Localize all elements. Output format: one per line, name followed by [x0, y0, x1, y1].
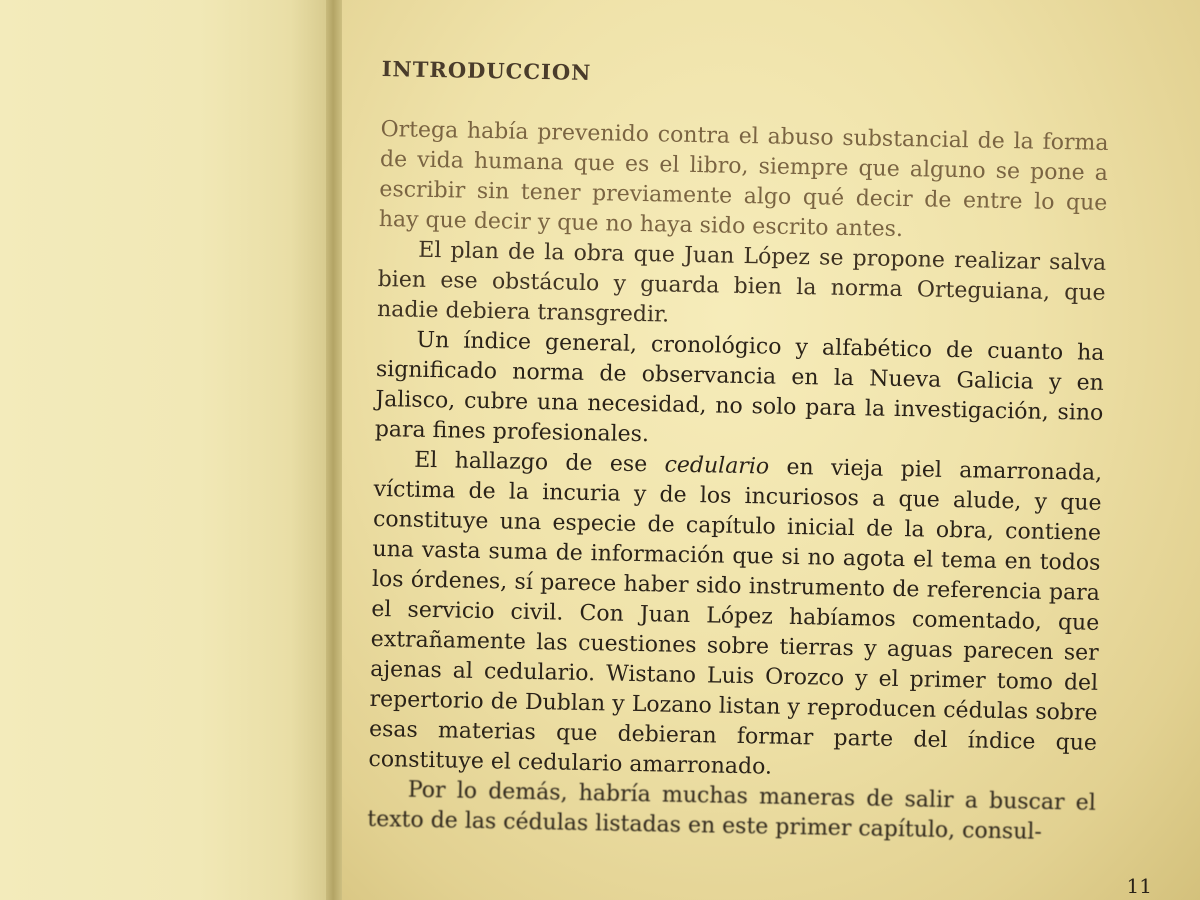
paragraph-4: [368, 445, 1102, 789]
paragraph-3: Un índice general, cronológico y alfabético de cuanto ha significado norma de observancia en la Nueva Galicia y en Jalisco, cubre una necesidad, no solo para la investigación, sino para fines profesionales.: [374, 327, 1105, 448]
paragraph-4-rest: en vieja piel amarronada, víctima de la incuria y de los incuriosos a que alude, y que constituye una especie de capítulo inicial de la obra, contiene una vasta suma de información que si no agota el tema en todos los órdenes, sí parece haber sido instrumento de referencia para el servicio civil. Con Juan López habíamos comentado, que extrañamente las cuestiones sobre tierras y aguas parecen ser ajenas al cedulario. Wistano Luis Orozco y el primer tomo del repertorio de Dublan y Lozano listan y reproducen cédulas sobre esas materias que debieran formar parte del índice que constituye el cedulario amarronado.: [368, 454, 1103, 780]
page-text-block: [367, 56, 1110, 849]
paragraph-4-start: El hallazgo de ese: [414, 447, 665, 478]
chapter-heading: INTRODUCCION: [381, 56, 592, 86]
left-page-blank: [0, 0, 330, 900]
paragraph-4-italic-term: cedulario: [664, 452, 770, 480]
page-number: 11: [1126, 874, 1152, 898]
right-page: [342, 0, 1200, 900]
paragraph-1: Ortega había prevenido contra el abuso substancial de la forma de vida humana que es el libro, siempre que alguno se pone a escribir sin tener previamente algo qué decir de entre lo que hay que decir y que no haya sido escrito antes.: [378, 116, 1109, 243]
paragraph-5: Por lo demás, habría muchas maneras de salir a buscar el texto de las cédulas listadas en este primer capítulo, consul-: [367, 777, 1097, 845]
paragraph-2: El plan de la obra que Juan López se propone realizar salva bien ese obstáculo y guarda bien la norma Orteguiana, que nadie debiera transgredir.: [376, 237, 1107, 328]
